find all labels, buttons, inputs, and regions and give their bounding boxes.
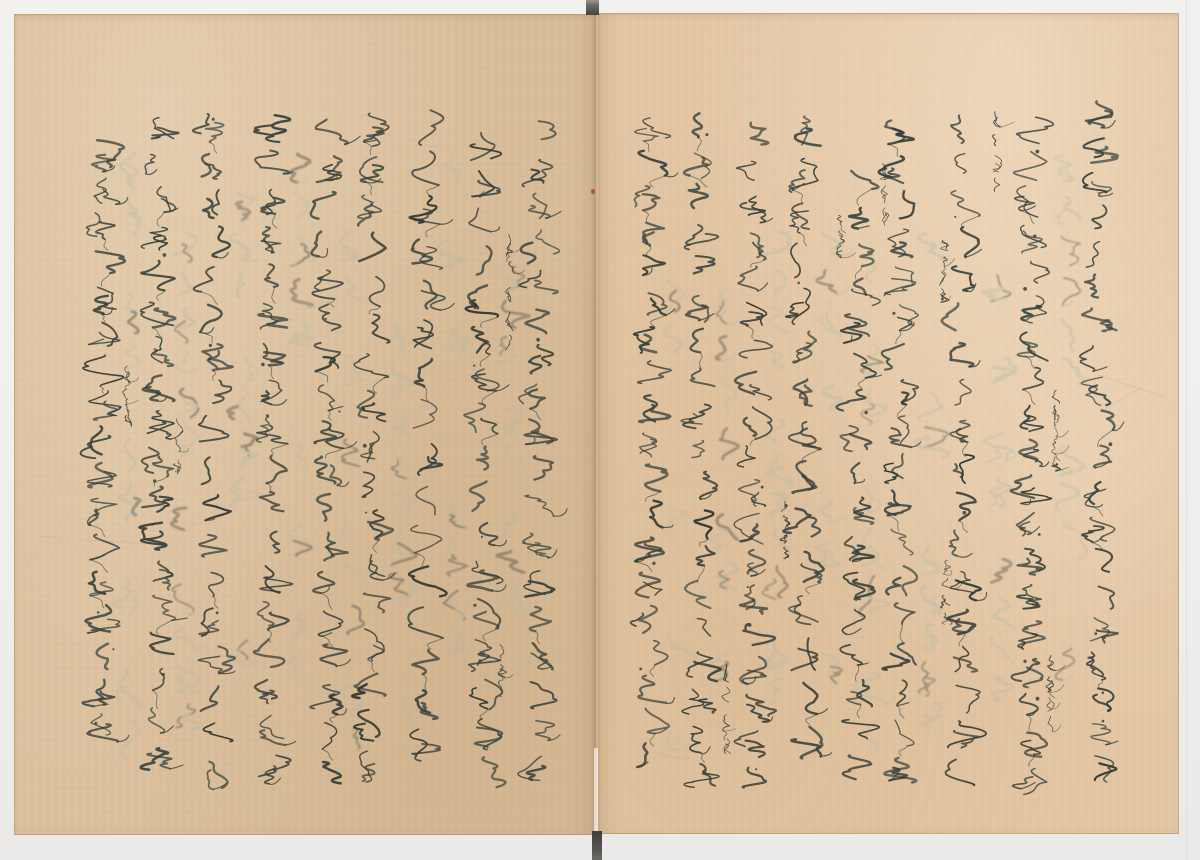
text-column-right-6 (783, 116, 831, 758)
show-through-column (337, 231, 373, 750)
show-through-column (171, 233, 207, 732)
text-column-right-8 (681, 113, 721, 787)
show-through-column (817, 233, 853, 683)
furigana-annotation (940, 240, 955, 302)
show-through-column (438, 151, 469, 658)
text-column-left-4 (352, 113, 394, 782)
text-column-left-1 (518, 121, 567, 780)
furigana-annotation (1052, 390, 1069, 471)
furigana-annotation (123, 366, 139, 427)
text-column-right-4 (879, 121, 921, 783)
show-through-layer (114, 151, 1088, 759)
text-column-right-1 (1080, 101, 1124, 782)
show-through-column (228, 191, 264, 665)
text-column-right-2 (1011, 117, 1054, 794)
show-through-column (762, 232, 800, 703)
text-column-left-3 (408, 110, 454, 761)
text-column-left-2 (464, 133, 509, 788)
show-through-column (114, 152, 142, 757)
show-through-column (497, 267, 530, 678)
text-column-left-7 (193, 114, 235, 790)
furigana-annotation (993, 112, 1014, 192)
text-column-right-9 (631, 118, 678, 767)
show-through-column (915, 233, 949, 729)
furigana-annotation (722, 665, 735, 754)
text-column-right-3 (942, 115, 987, 785)
show-through-column (659, 280, 697, 760)
text-column-left-6 (254, 115, 296, 784)
furigana-annotation (1046, 656, 1065, 732)
show-through-column (1055, 155, 1089, 680)
text-column-left-9 (81, 140, 129, 741)
text-column-right-7 (734, 123, 776, 788)
